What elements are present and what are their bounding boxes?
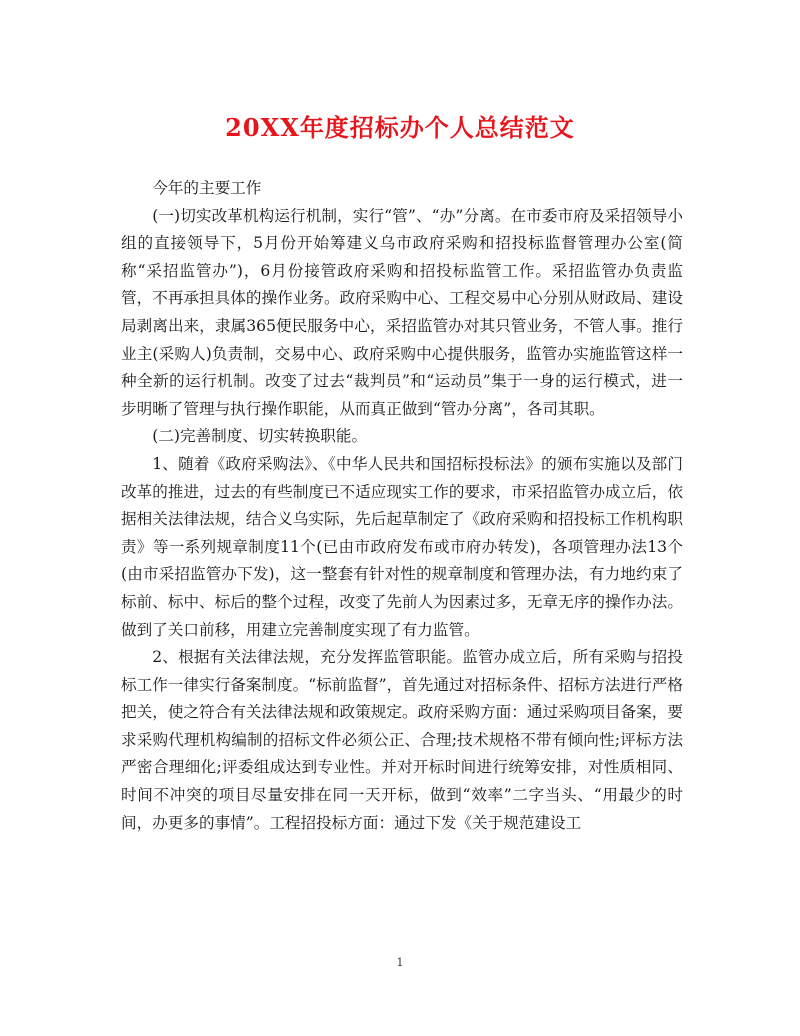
paragraph-item-2: 2、根据有关法律法规，充分发挥监管职能。监管办成立后，所有采购与招投标工作一律实行备案制度。“标前监督”，首先通过对招标条件、招标方法进行严格把关，使之符合有关法律法规和政策规定。政府采购方面：通过采购项目备案，要求采购代理机构编制的招标文件必须公正、合理;技术规格不带有倾向性;评标方法严密合理细化;评委组成达到专业性。并对开标时间进行统筹安排，对性质相同、时间不冲突的项目尽量安排在同一天开标，做到“效率”二字当头、“用最少的时间，办更多的事情”。工程招投标方面：通过下发《关于规范建设工 — [121, 648, 683, 832]
page-number: 1 — [396, 956, 404, 969]
paragraph-section-1: (一)切实改革机构运行机制，实行“管”、“办”分离。在市委市府及采招领导小组的直接领导下，5月份开始筹建义乌市政府采购和招投标监督管理办公室(简称“采招监管办”)，6月份接管政府采购和招投标监管工作。采招监管办负责监管，不再承担具体的操作业务。政府采购中心、工程交易中心分别从财政局、建设局剥离出来，隶属365便民服务中心，采招监管办对其只管业务，不管人事。推行业主(采购人)负责制，交易中心、政府采购中心提供服务，监管办实施监管这样一种全新的运行机制。改变了过去“裁判员”和“运动员”集于一身的运行模式，进一步明晰了管理与执行操作职能，从而真正做到“管办分离”，各司其职。 — [121, 206, 683, 418]
paragraph-item-1: 1、随着《政府采购法》、《中华人民共和国招标投标法》的颁布实施以及部门改革的推进，过去的有些制度已不适应现实工作的要求，市采招监管办成立后，依据相关法律法规，结合义乌实际，先后起草制定了《政府采购和招投标工作机构职责》等一系列规章制度11个(已由市政府发布或市府办转发)，各项管理办法13个(由市采招监管办下发)，这一整套有针对性的规章制度和管理办法，有力地约束了标前、标中、标后的整个过程，改变了先前人为因素过多，无章无序的操作办法。做到了关口前移，用建立完善制度实现了有力监管。 — [121, 454, 683, 639]
paragraph-heading-main-work: 今年的主要工作 — [152, 179, 262, 197]
document-title: 20XX年度招标办个人总结范文 — [225, 113, 575, 142]
document-body — [121, 175, 683, 837]
paragraph-section-2-heading: (二)完善制度、切实转换职能。 — [152, 427, 368, 446]
